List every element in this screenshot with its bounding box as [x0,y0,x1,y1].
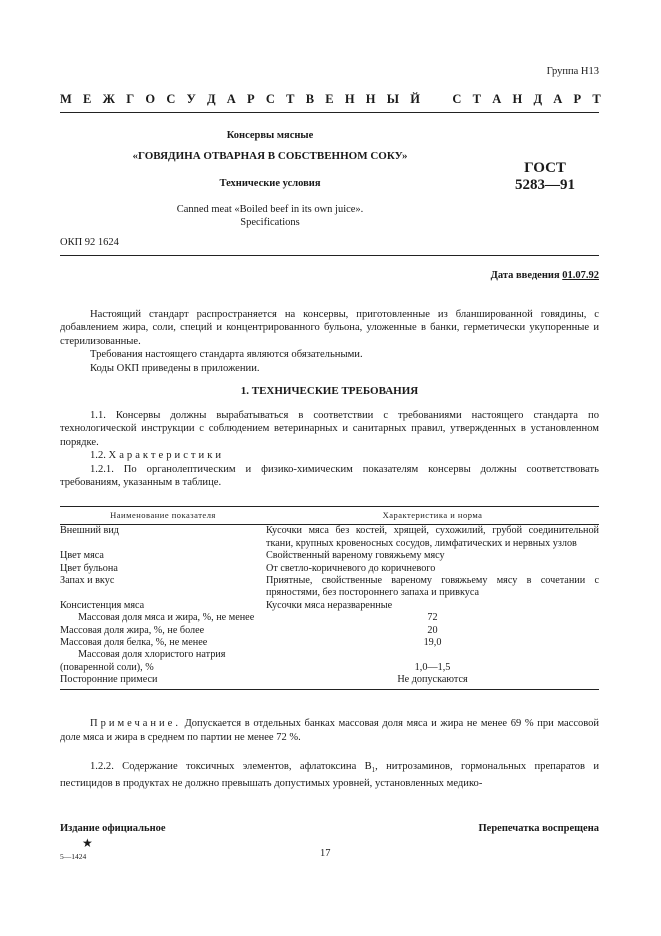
table-header-row [60,507,599,525]
banner-letter: А [553,92,563,106]
section1-text [60,409,599,489]
table-row [60,674,599,689]
okp-divider [60,255,599,256]
requirements-table [60,506,599,690]
clause-1-1: 1.1. Консервы должны вырабатываться в соответствии с требованиями настоящего стандарта по технологической инструкции с соблюдением ветеринарных и санитарных правил, утвержденных в установленном порядке. [60,410,599,448]
table-row [60,550,599,562]
clause-1-2-2-after: , нитрозаминов, гормональных препаратов и пестицидов в продуктах не должно превышать допустимых уровней, установленных медико- [60,761,600,790]
clause-1-2 [60,449,599,462]
table-note [60,717,599,745]
intro-paragraph: Настоящий стандарт распространяется на консервы, приготовленные из бланшированной говядины, с добавлением жира, соли, специй и концентрированного бульона, уложенные в банки, герметически укупоренные и стерилизованные. [60,309,599,347]
gost-label: ГОСТ [524,160,566,176]
note-label: Примечание. [90,718,181,729]
table-row [60,575,599,600]
banner-letter: У [186,92,196,106]
banner-letter: О [145,92,156,106]
table-cell-name: Массовая доля хлористого натрия (поваренной соли), % [60,649,226,673]
banner-letter: С [166,92,176,106]
banner-letter: Й [410,92,420,106]
note-text: Допускается в отдельных банках массовая доля мяса и жира не менее 69 % при массовой доле мяса и жира в среднем по партии не менее 72 %. [60,718,599,743]
banner-letter: Н [365,92,376,106]
table-cell-name: Посторонние примеси [60,674,266,689]
table-cell-name: Массовая доля мяса и жира, %, не менее [78,612,255,624]
page-number: 17 [320,848,331,859]
english-title-line2: Specifications [240,217,300,228]
clause-1-2-1: 1.2.1. По органолептическим и физико-химическим показателям консервы должны соответствовать требованиям, указанным в таблице. [60,463,599,489]
table-row [60,525,599,550]
table-cell-name: Массовая доля жира, %, не более [60,624,205,636]
banner-letter: Т [472,92,482,106]
banner-letter: Т [286,92,295,106]
effective-date [491,270,599,281]
effective-date-value: 01.07.92 [562,270,599,281]
table-cell-value: Приятные, свойственные вареному говяжьему мясу в сочетании с пряностями, без постороннего запаха и привкуса [266,575,599,599]
clause-1-2-2-subscript: 1 [371,766,376,775]
table-cell-name: Консистенция мяса [60,599,145,611]
banner-letter: Е [325,92,334,106]
title-product-name: «ГОВЯДИНА ОТВАРНАЯ В СОБСТВЕННОМ СОКУ» [132,150,408,162]
banner-letter: Г [126,92,135,106]
english-title [60,203,480,229]
table-cell-value: Не допускаются [266,674,599,689]
print-order-number: 5—1424 [60,852,87,861]
clause-1-2-2 [60,760,599,791]
table-row [60,563,599,575]
table-cell-value: 19,0 [423,637,442,649]
banner-letter: Н [512,92,523,106]
banner-letter: Р [573,92,582,106]
okp-code: ОКП 92 1624 [60,237,119,248]
banner-letter: С [452,92,462,106]
banner-letter: М [60,92,72,106]
banner-letter: Р [247,92,255,106]
table-header-value: Характеристика и норма [266,507,599,525]
banner-letter: Е [83,92,92,106]
star-icon: ★ [82,836,93,850]
reprint-prohibited-label: Перепечатка воспрещена [478,823,599,834]
group-code: Группа Н13 [546,66,599,77]
table-cell-value: Свойственный вареному говяжьему мясу [266,550,445,562]
table-cell-value: 72 [427,612,438,624]
banner-letter: Д [206,92,216,106]
table-row [60,625,599,637]
intro-text [60,308,599,375]
table-cell-value: 20 [427,624,438,636]
table-cell-name: Цвет бульона [60,562,118,574]
banner-letter: А [226,92,236,106]
banner-letter: Ы [386,92,400,106]
clause-1-2-title: Характеристики [108,450,225,462]
banner-letter: Т [592,92,601,106]
title-product-type: Консервы мясные [226,130,314,141]
table-cell-name: Цвет мяса [60,550,104,562]
table-row [60,637,599,649]
table-row [60,612,599,624]
intro-paragraph: Коды ОКП приведены в приложении. [90,362,260,374]
table-header-name: Наименование показателя [60,507,266,525]
gost-number: 5283—91 [515,177,575,193]
banner-letter: Н [344,92,355,106]
header-divider [60,112,599,113]
standard-banner [60,92,601,107]
banner-letter: Д [533,92,543,106]
title-subtitle: Технические условия [219,178,321,189]
intro-paragraph: Требования настоящего стандарта являются обязательными. [90,349,363,361]
banner-letter: Ж [102,92,115,106]
table-row [60,649,599,674]
clause-1-2-2-paragraph [60,760,599,791]
clause-1-2-2-before: 1.2.2. Содержание токсичных элементов, афлатоксина B [90,761,372,772]
note-paragraph [60,717,599,745]
banner-letter: А [492,92,502,106]
table-cell-value: 1,0—1,5 [414,661,451,673]
section-heading: 1. ТЕХНИЧЕСКИЕ ТРЕБОВАНИЯ [240,385,419,397]
table-cell-value: Кусочки мяса неразваренные [266,599,393,611]
table-cell-name: Внешний вид [60,525,119,537]
table-cell-name: Массовая доля белка, %, не менее [60,637,208,649]
banner-gap [431,92,441,107]
banner-letter: В [305,92,315,106]
clause-1-2-number: 1.2. [90,450,106,462]
table-cell-value: От светло-коричневого до коричневого [266,562,436,574]
banner-letter: С [265,92,275,106]
effective-date-label: Дата введения [490,270,560,281]
table-cell-value: Кусочки мяса без костей, хрящей, сухожилий, грубой соединительной ткани, крупных кровеносных сосудов, лимфатических и нервных узлов [266,525,599,549]
table-row [60,600,599,612]
gost-designation [485,160,605,194]
english-title-line1: Canned meat «Boiled beef in its own juice». [176,204,364,215]
official-edition-label: Издание официальное [60,823,166,834]
table-cell-name: Запах и вкус [60,575,115,587]
